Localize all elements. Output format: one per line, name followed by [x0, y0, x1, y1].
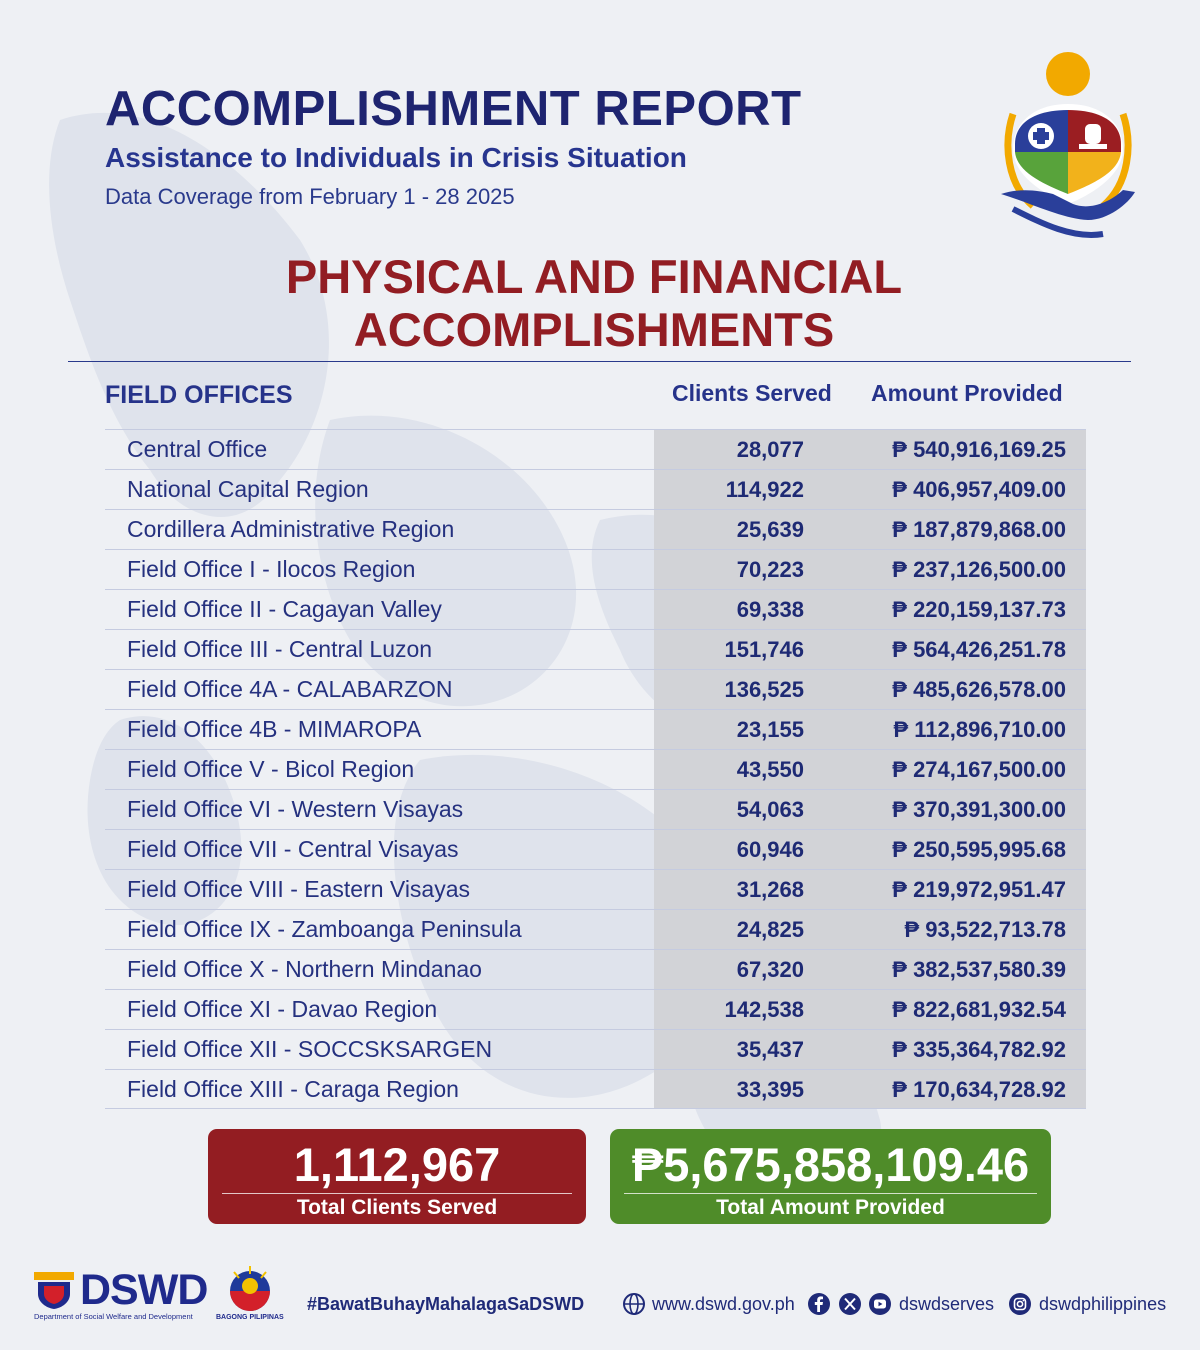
instagram-icon[interactable] [1008, 1292, 1032, 1316]
amount-provided-value: ₱ 564,426,251.78 [892, 637, 1066, 662]
amount-provided-value: ₱ 112,896,710.00 [893, 717, 1066, 742]
values-cell [654, 1070, 1086, 1108]
values-cell [654, 470, 1086, 509]
field-office-name: Field Office IX - Zamboanga Peninsula [127, 916, 522, 942]
column-header-amount-provided: Amount Provided [871, 380, 1063, 406]
field-office-name: Field Office VI - Western Visayas [127, 796, 464, 822]
table-row [105, 789, 1086, 829]
amount-provided-value: ₱ 822,681,932.54 [892, 997, 1066, 1022]
values-cell [654, 910, 1086, 949]
bagong-pilipinas-text: BAGONG PILIPINAS [216, 1314, 284, 1321]
amount-provided-value: ₱ 93,522,713.78 [904, 917, 1066, 942]
table-row [105, 909, 1086, 949]
values-cell [654, 950, 1086, 989]
clients-served-value: 67,320 [736, 957, 804, 982]
field-office-name: Field Office 4B - MIMAROPA [127, 716, 422, 742]
table-row [105, 709, 1086, 749]
clients-served-value: 114,922 [725, 477, 804, 502]
social-handle-link[interactable]: dswdserves [899, 1294, 995, 1314]
amount-provided-value: ₱ 406,957,409.00 [892, 477, 1066, 502]
table-row [105, 509, 1086, 549]
table-row [105, 429, 1086, 469]
field-office-name: Cordillera Administrative Region [127, 516, 455, 542]
clients-served-value: 25,639 [736, 517, 804, 542]
field-office-name: Field Office I - Ilocos Region [127, 556, 416, 582]
amount-provided-value: ₱ 187,879,868.00 [892, 517, 1066, 542]
values-cell [654, 750, 1086, 789]
hashtag: #BawatBuhayMahalagaSaDSWD [307, 1294, 585, 1314]
table-row [105, 669, 1086, 709]
facebook-icon[interactable] [807, 1292, 831, 1316]
values-cell [654, 670, 1086, 709]
table-row [105, 589, 1086, 629]
values-cell [654, 550, 1086, 589]
field-office-name: Field Office VIII - Eastern Visayas [127, 876, 471, 902]
values-cell [654, 830, 1086, 869]
section-title-line1: PHYSICAL AND FINANCIAL [285, 250, 903, 303]
field-office-name: Field Office XII - SOCCSKSARGEN [127, 1036, 493, 1062]
field-office-name: Field Office 4A - CALABARZON [127, 676, 453, 702]
field-office-name: Field Office II - Cagayan Valley [127, 596, 442, 622]
values-cell [654, 510, 1086, 549]
values-cell [654, 630, 1086, 669]
values-cell [654, 710, 1086, 749]
youtube-icon[interactable] [868, 1292, 892, 1316]
total-amount-card [610, 1129, 1051, 1224]
divider [68, 361, 1131, 362]
section-title [0, 250, 1188, 356]
aics-logo-icon [993, 44, 1143, 244]
amount-provided-value: ₱ 250,595,995.68 [892, 837, 1066, 862]
amount-provided-value: ₱ 540,916,169.25 [892, 437, 1066, 462]
amount-provided-value: ₱ 382,537,580.39 [892, 957, 1066, 982]
total-clients-value: 1,112,967 [293, 1138, 501, 1191]
total-clients-card [208, 1129, 586, 1224]
table-row [105, 629, 1086, 669]
clients-served-value: 31,268 [736, 877, 804, 902]
section-title-line2: ACCOMPLISHMENTS [353, 303, 835, 356]
x-icon[interactable] [838, 1292, 862, 1316]
table-row [105, 989, 1086, 1029]
table-row [105, 1029, 1086, 1069]
clients-served-value: 151,746 [724, 637, 804, 662]
column-header-clients-served: Clients Served [672, 380, 832, 406]
report-title: ACCOMPLISHMENT REPORT [105, 82, 802, 136]
field-office-name: National Capital Region [127, 476, 369, 502]
amount-provided-value: ₱ 170,634,728.92 [892, 1077, 1066, 1102]
clients-served-value: 142,538 [724, 997, 804, 1022]
table-row [105, 749, 1086, 789]
field-office-name: Field Office XI - Davao Region [127, 996, 438, 1022]
bagong-pilipinas-logo-icon [220, 1264, 280, 1314]
values-cell [654, 870, 1086, 909]
column-header-field-offices: FIELD OFFICES [105, 381, 293, 409]
dswd-subtitle: Department of Social Welfare and Development [34, 1312, 193, 1321]
amount-provided-value: ₱ 335,364,782.92 [892, 1037, 1066, 1062]
amount-provided-value: ₱ 370,391,300.00 [892, 797, 1066, 822]
amount-provided-value: ₱ 485,626,578.00 [892, 677, 1066, 702]
data-coverage: Data Coverage from February 1 - 28 2025 [105, 184, 515, 209]
clients-served-value: 70,223 [736, 557, 804, 582]
report-subtitle: Assistance to Individuals in Crisis Situation [105, 142, 687, 173]
clients-served-value: 69,338 [736, 597, 804, 622]
total-clients-label: Total Clients Served [296, 1196, 498, 1219]
total-amount-label: Total Amount Provided [716, 1196, 945, 1219]
values-cell [654, 990, 1086, 1029]
table-row [105, 549, 1086, 589]
footer [0, 1262, 1200, 1332]
globe-icon [622, 1292, 646, 1316]
accomplishments-table [105, 429, 1086, 1109]
amount-provided-value: ₱ 274,167,500.00 [892, 757, 1066, 782]
clients-served-value: 54,063 [736, 797, 804, 822]
dswd-emblem-icon [34, 1272, 74, 1310]
table-row [105, 469, 1086, 509]
total-amount-value: ₱5,675,858,109.46 [631, 1138, 1030, 1191]
amount-provided-value: ₱ 219,972,951.47 [892, 877, 1066, 902]
clients-served-value: 24,825 [736, 917, 804, 942]
table-row [105, 829, 1086, 869]
field-office-name: Field Office V - Bicol Region [127, 756, 415, 782]
table-row [105, 1069, 1086, 1109]
clients-served-value: 136,525 [724, 677, 804, 702]
field-office-name: Field Office III - Central Luzon [127, 636, 433, 662]
website-link[interactable]: www.dswd.gov.ph [652, 1294, 795, 1314]
values-cell [654, 590, 1086, 629]
field-office-name: Field Office XIII - Caraga Region [127, 1076, 459, 1102]
values-cell [654, 430, 1086, 469]
clients-served-value: 23,155 [736, 717, 804, 742]
table-row [105, 869, 1086, 909]
field-office-name: Field Office VII - Central Visayas [127, 836, 459, 862]
report-header [105, 80, 802, 212]
values-cell [654, 1030, 1086, 1069]
field-office-name: Central Office [127, 436, 268, 462]
values-cell [654, 790, 1086, 829]
clients-served-value: 33,395 [736, 1077, 804, 1102]
clients-served-value: 35,437 [736, 1037, 804, 1062]
table-row [105, 949, 1086, 989]
amount-provided-value: ₱ 220,159,137.73 [892, 597, 1066, 622]
instagram-link[interactable]: dswdphilippines [1039, 1294, 1167, 1314]
clients-served-value: 43,550 [736, 757, 804, 782]
clients-served-value: 28,077 [736, 437, 804, 462]
field-office-name: Field Office X - Northern Mindanao [127, 956, 482, 982]
clients-served-value: 60,946 [736, 837, 804, 862]
amount-provided-value: ₱ 237,126,500.00 [892, 557, 1066, 582]
dswd-wordmark: DSWD [80, 1266, 208, 1314]
